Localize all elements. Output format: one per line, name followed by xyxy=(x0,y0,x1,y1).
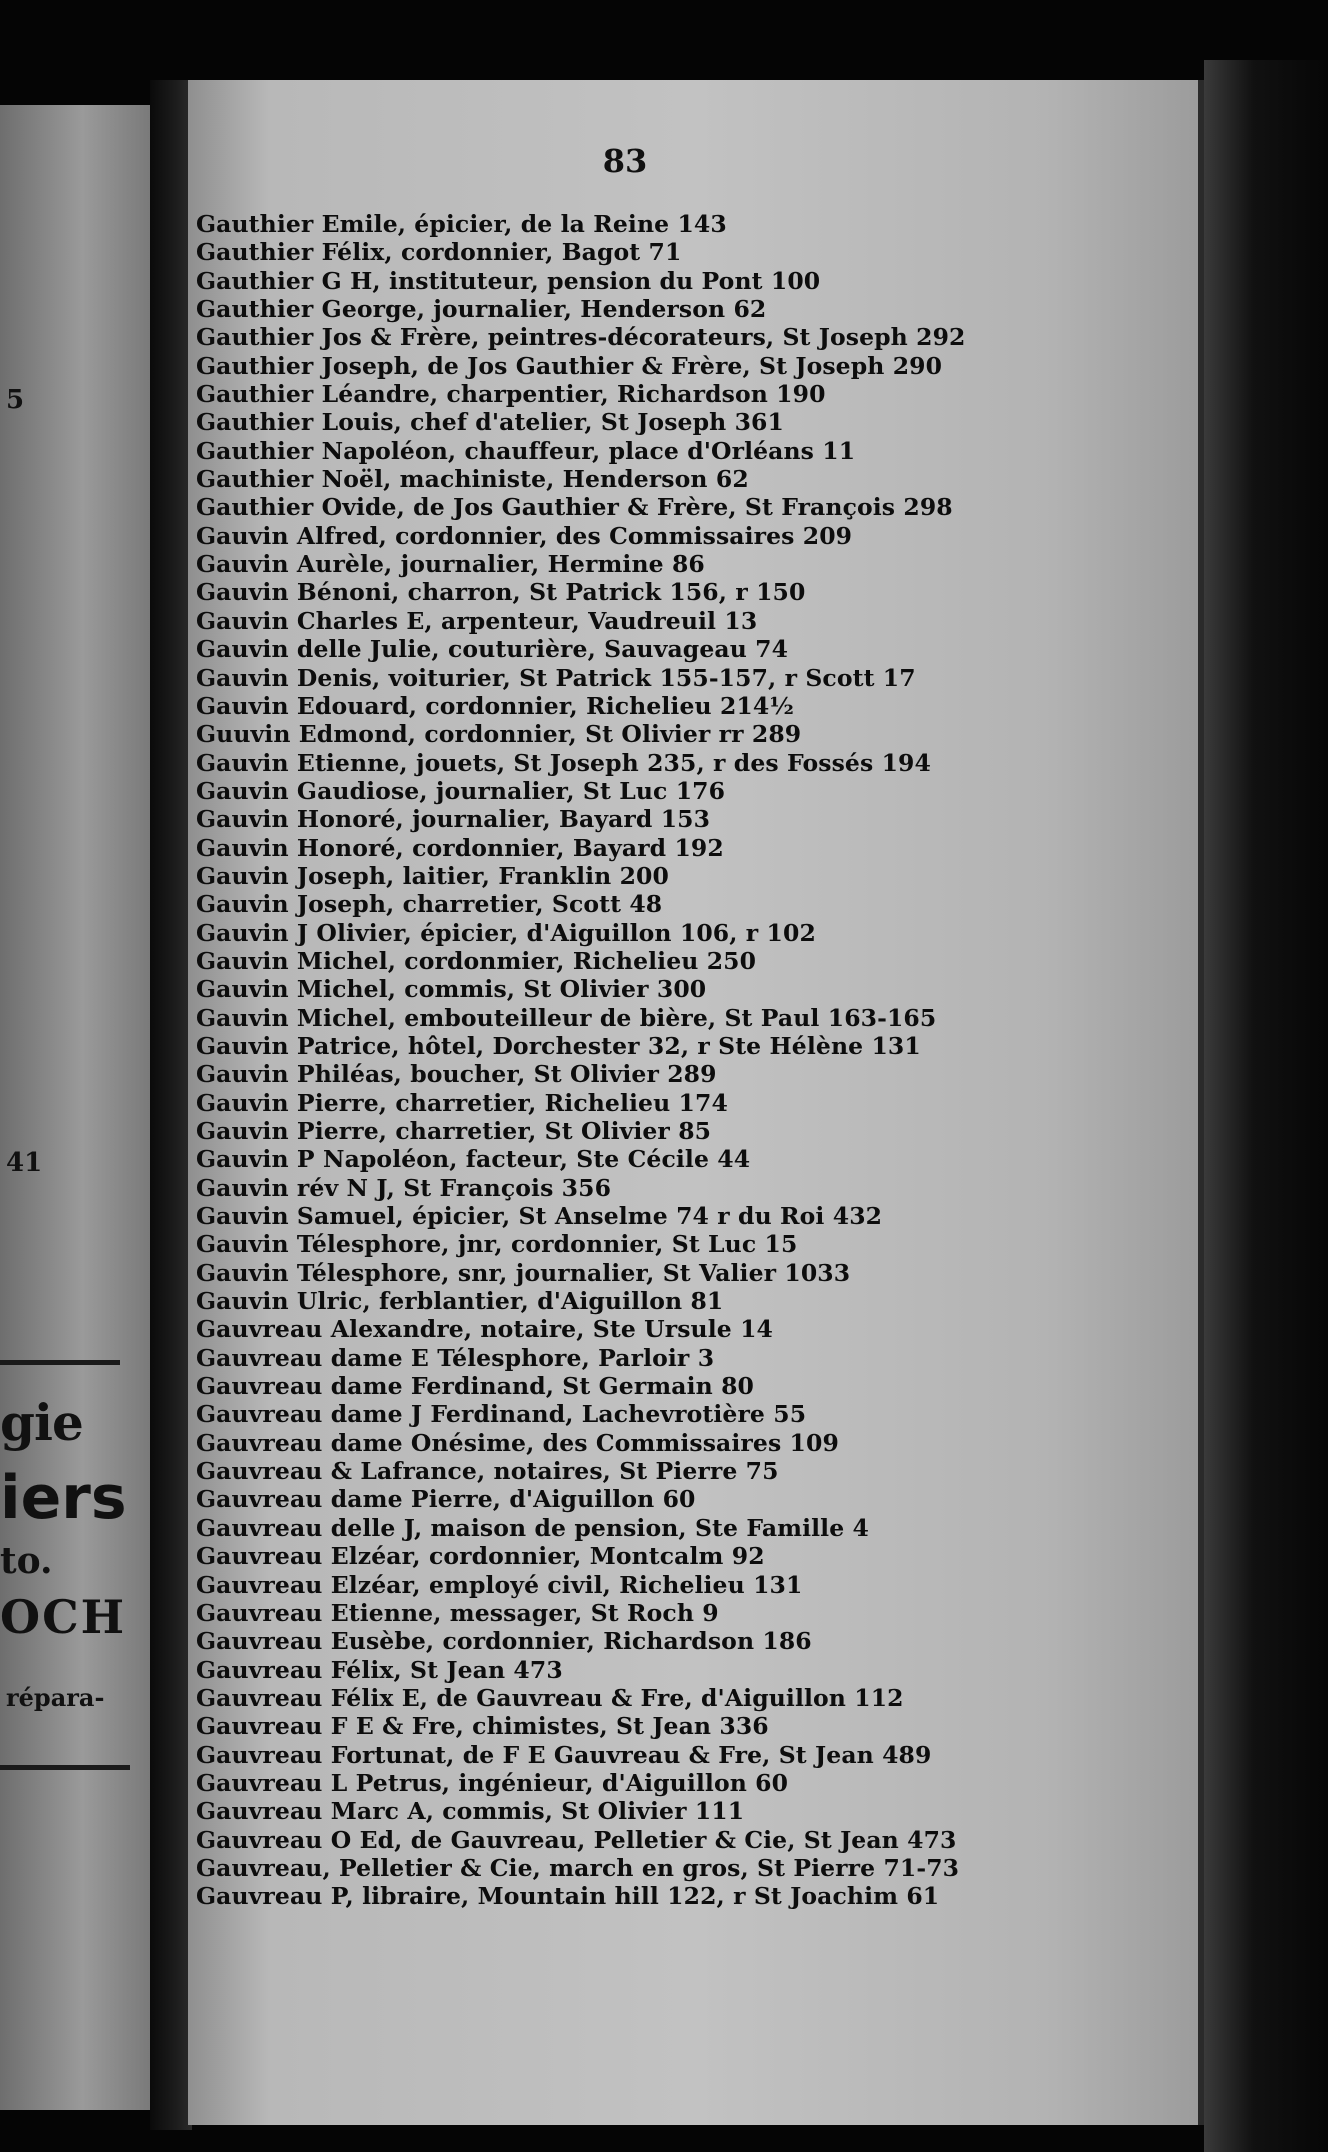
directory-entry: Gauvreau Félix E, de Gauvreau & Fre, d'Aiguillon 112 xyxy=(196,1683,904,1712)
directory-entry: Gauthier Léandre, charpentier, Richardson 190 xyxy=(196,380,826,409)
directory-entry: Guuvin Edmond, cordonnier, St Olivier rr 289 xyxy=(196,720,802,749)
directory-entry: Gauvin delle Julie, couturière, Sauvageau 74 xyxy=(196,635,789,664)
directory-entries xyxy=(196,210,1186,1911)
directory-entry: Gauvreau F E & Fre, chimistes, St Jean 336 xyxy=(196,1712,769,1741)
directory-entry: Gauthier Louis, chef d'atelier, St Joseph 361 xyxy=(196,408,784,437)
directory-entry: Gauvin Télesphore, jnr, cordonnier, St Luc 15 xyxy=(196,1230,798,1259)
directory-page xyxy=(188,80,1204,2125)
directory-entry: Gauvin Samuel, épicier, St Anselme 74 r du Roi 432 xyxy=(196,1202,883,1231)
previous-page-edge xyxy=(0,105,150,2110)
directory-entry: Gauvreau P, libraire, Mountain hill 122, r St Joachim 61 xyxy=(196,1882,940,1911)
directory-entry: Gauvreau dame Ferdinand, St Germain 80 xyxy=(196,1372,755,1401)
directory-entry: Gauvreau Elzéar, cordonnier, Montcalm 92 xyxy=(196,1542,765,1571)
directory-entry: Gauvreau dame J Ferdinand, Lachevrotière 55 xyxy=(196,1400,807,1429)
directory-entry: Gauvreau, Pelletier & Cie, march en gros, St Pierre 71-73 xyxy=(196,1853,960,1882)
advertisement-fragment: to. xyxy=(0,1540,53,1582)
margin-number: 5 xyxy=(6,385,25,415)
page-number: 83 xyxy=(602,142,648,180)
directory-entry: Gauvin Charles E, arpenteur, Vaudreuil 13 xyxy=(196,606,758,635)
directory-entry: Gauvreau L Petrus, ingénieur, d'Aiguillon 60 xyxy=(196,1768,789,1797)
directory-entry: Gauvin Pierre, charretier, Richelieu 174 xyxy=(196,1088,728,1117)
directory-entry: Gauvin Joseph, laitier, Franklin 200 xyxy=(196,861,669,890)
directory-entry: Gauvreau O Ed, de Gauvreau, Pelletier & Cie, St Jean 473 xyxy=(196,1825,957,1854)
directory-entry: Gauthier Ovide, de Jos Gauthier & Frère, St François 298 xyxy=(196,493,953,522)
directory-entry: Gauvin J Olivier, épicier, d'Aiguillon 106, r 102 xyxy=(196,918,816,947)
directory-entry: Gauvin Etienne, jouets, St Joseph 235, r des Fossés 194 xyxy=(196,748,931,777)
advertisement-fragment: iers xyxy=(0,1463,127,1533)
directory-entry: Gauthier Jos & Frère, peintres-décorateurs, St Joseph 292 xyxy=(196,323,966,352)
directory-entry: Gauvreau dame Pierre, d'Aiguillon 60 xyxy=(196,1485,696,1514)
directory-entry: Gauvin Joseph, charretier, Scott 48 xyxy=(196,890,663,919)
directory-entry: Gauthier Joseph, de Jos Gauthier & Frère, St Joseph 290 xyxy=(196,351,943,380)
directory-entry: Gauthier Noël, machiniste, Henderson 62 xyxy=(196,465,749,494)
directory-entry: Gauvin Aurèle, journalier, Hermine 86 xyxy=(196,550,705,579)
directory-entry: Gauvreau dame Onésime, des Commissaires 109 xyxy=(196,1428,839,1457)
directory-entry: Gauvin Ulric, ferblantier, d'Aiguillon 81 xyxy=(196,1287,724,1316)
directory-entry: Gauvin P Napoléon, facteur, Ste Cécile 44 xyxy=(196,1145,751,1174)
advertisement-fragment: gie xyxy=(0,1393,83,1452)
directory-entry: Gauthier Félix, cordonnier, Bagot 71 xyxy=(196,238,682,267)
directory-entry: Gauvreau delle J, maison de pension, Ste Famille 4 xyxy=(196,1513,869,1542)
advertisement-fragment: répara- xyxy=(6,1683,105,1712)
directory-entry: Gauvreau Eusèbe, cordonnier, Richardson 186 xyxy=(196,1627,812,1656)
directory-entry: Gauvin Patrice, hôtel, Dorchester 32, r Ste Hélène 131 xyxy=(196,1031,921,1060)
directory-entry: Gauvin Honoré, journalier, Bayard 153 xyxy=(196,805,711,834)
directory-entry: Gauvreau Marc A, commis, St Olivier 111 xyxy=(196,1797,745,1826)
directory-entry: Gauvin Gaudiose, journalier, St Luc 176 xyxy=(196,776,726,805)
directory-entry: Gauvin Pierre, charretier, St Olivier 85 xyxy=(196,1117,712,1145)
directory-entry: Gauvreau dame E Télesphore, Parloir 3 xyxy=(196,1343,715,1372)
directory-entry: Gauvin rév N J, St François 356 xyxy=(196,1173,612,1202)
directory-entry: Gauvin Michel, embouteilleur de bière, St Paul 163-165 xyxy=(196,1003,937,1032)
directory-entry: Gauvreau Elzéar, employé civil, Richelieu 131 xyxy=(196,1570,803,1599)
directory-entry: Gauthier Napoléon, chauffeur, place d'Orléans 11 xyxy=(196,436,856,465)
directory-entry: Gauthier G H, instituteur, pension du Pont 100 xyxy=(196,266,821,295)
margin-number: 41 xyxy=(6,1148,43,1178)
directory-entry: Gauvin Denis, voiturier, St Patrick 155-157, r Scott 17 xyxy=(196,663,916,692)
directory-entry: Gauvreau Alexandre, notaire, Ste Ursule 14 xyxy=(196,1315,774,1344)
directory-entry: Gauvreau Fortunat, de F E Gauvreau & Fre, St Jean 489 xyxy=(196,1740,932,1769)
directory-entry: Gauvin Bénoni, charron, St Patrick 156, r 150 xyxy=(196,578,806,607)
directory-entry: Gauvin Michel, commis, St Olivier 300 xyxy=(196,975,707,1004)
scan-border xyxy=(1204,60,1328,2152)
directory-entry: Gauvin Michel, cordonmier, Richelieu 250 xyxy=(196,946,757,975)
directory-entry: Gauvreau Etienne, messager, St Roch 9 xyxy=(196,1598,719,1627)
directory-entry: Gauvin Edouard, cordonnier, Richelieu 214½ xyxy=(196,691,794,720)
directory-entry: Gauvin Honoré, cordonnier, Bayard 192 xyxy=(196,833,724,862)
directory-entry: Gauvin Alfred, cordonnier, des Commissaires 209 xyxy=(196,521,853,550)
divider xyxy=(0,1765,130,1770)
book-spine xyxy=(150,80,192,2130)
directory-entry: Gauvreau Félix, St Jean 473 xyxy=(196,1655,563,1684)
directory-entry: Gauthier George, journalier, Henderson 62 xyxy=(196,295,767,324)
directory-entry: Gauvin Télesphore, snr, journalier, St Valier 1033 xyxy=(196,1258,851,1287)
directory-entry: Gauvreau & Lafrance, notaires, St Pierre 75 xyxy=(196,1457,779,1486)
advertisement-fragment: OCH xyxy=(0,1590,127,1644)
divider xyxy=(0,1360,120,1365)
directory-entry: Gauthier Emile, épicier, de la Reine 143 xyxy=(196,210,727,238)
directory-entry: Gauvin Philéas, boucher, St Olivier 289 xyxy=(196,1060,717,1089)
